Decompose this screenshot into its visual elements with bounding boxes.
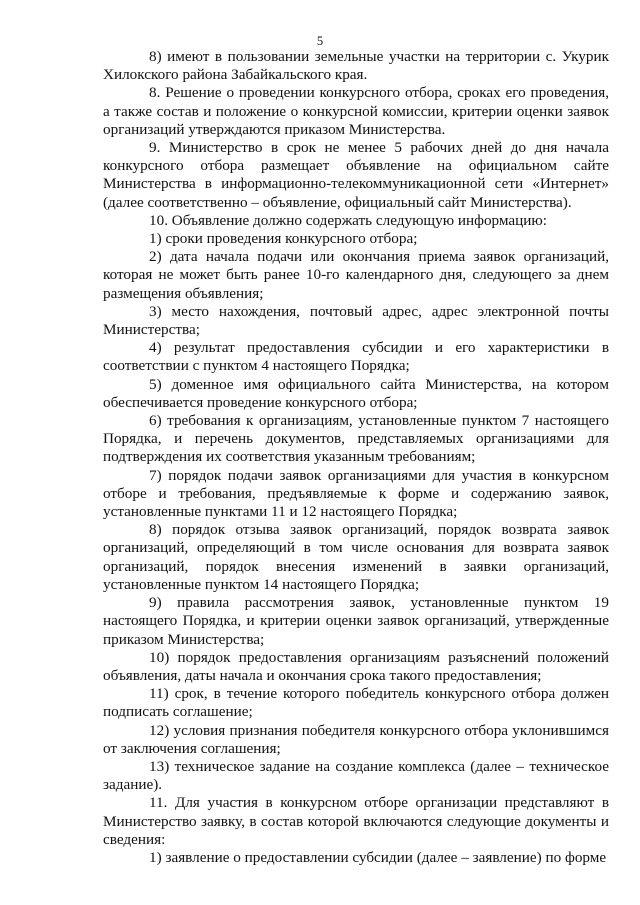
paragraph: 9) правила рассмотрения заявок, установленные пунктом 19 настоящего Порядка, и критерии оценки заявок организаций, утвержденные приказом Министерства;	[103, 594, 609, 648]
paragraph: 11. Для участия в конкурсном отборе организации представляют в Министерство заявку, в состав которой включаются следующие документы и сведения:	[103, 794, 609, 848]
paragraph: 3) место нахождения, почтовый адрес, адрес электронной почты Министерства;	[103, 302, 609, 339]
paragraph: 13) техническое задание на создание комплекса (далее – техническое задание).	[103, 757, 609, 794]
paragraph: 8. Решение о проведении конкурсного отбора, сроках его проведения, а также состав и положение о конкурсной комиссии, критерии оценки заявок организаций утверждаются приказом Министерства.	[103, 84, 609, 138]
paragraph: 8) имеют в пользовании земельные участки на территории с. Укурик Хилокского района Забайкальского края.	[103, 48, 609, 84]
paragraph: 1) сроки проведения конкурсного отбора;	[149, 230, 418, 248]
paragraph: 10) порядок предоставления организациям разъяснений положений объявления, даты начала и окончания срока такого предоставления;	[103, 648, 609, 684]
page-number: 5	[316, 34, 324, 48]
paragraph: 7) порядок подачи заявок организациями для участия в конкурсном отборе и требования, предъявляемые к форме и содержанию заявок, установленные пунктами 11 и 12 настоящего Порядка;	[103, 466, 609, 521]
paragraph: 5) доменное имя официального сайта Министерства, на котором обеспечивается проведение конкурсного отбора;	[103, 375, 609, 411]
paragraph: 2) дата начала подачи или окончания приема заявок организаций, которая не может быть ранее 10-го календарного дня, следующего за днем размещения объявления;	[103, 248, 609, 302]
paragraph: 11) срок, в течение которого победитель конкурсного отбора должен подписать соглашение;	[103, 685, 609, 721]
paragraph: 12) условия признания победителя конкурсного отбора уклонившимся от заключения соглашения;	[103, 721, 609, 757]
paragraph: 9. Министерство в срок не менее 5 рабочих дней до дня начала конкурсного отбора размещает объявление на официальном сайте Министерства в информационно-телекоммуникационной сети «Интернет» (далее соответственно – объявление, официальный сайт Министерства).	[103, 139, 609, 211]
paragraph: 4) результат предоставления субсидии и его характеристики в соответствии с пунктом 4 настоящего Порядка;	[103, 339, 609, 375]
document-body	[103, 48, 609, 867]
paragraph: 6) требования к организациям, установленные пунктом 7 настоящего Порядка, и перечень документов, представляемых организациями для подтверждения их соответствия указанным требованиям;	[103, 412, 609, 466]
paragraph: 1) заявление о предоставлении субсидии (далее – заявление) по форме	[149, 848, 607, 866]
paragraph: 10. Объявление должно содержать следующую информацию:	[149, 211, 547, 229]
paragraph: 8) порядок отзыва заявок организаций, порядок возврата заявок организаций, определяющий в том числе основания для возврата заявок организаций, порядок внесения изменений в заявки организаций, установленные пунктом 14 настоящего Порядка;	[103, 521, 609, 593]
